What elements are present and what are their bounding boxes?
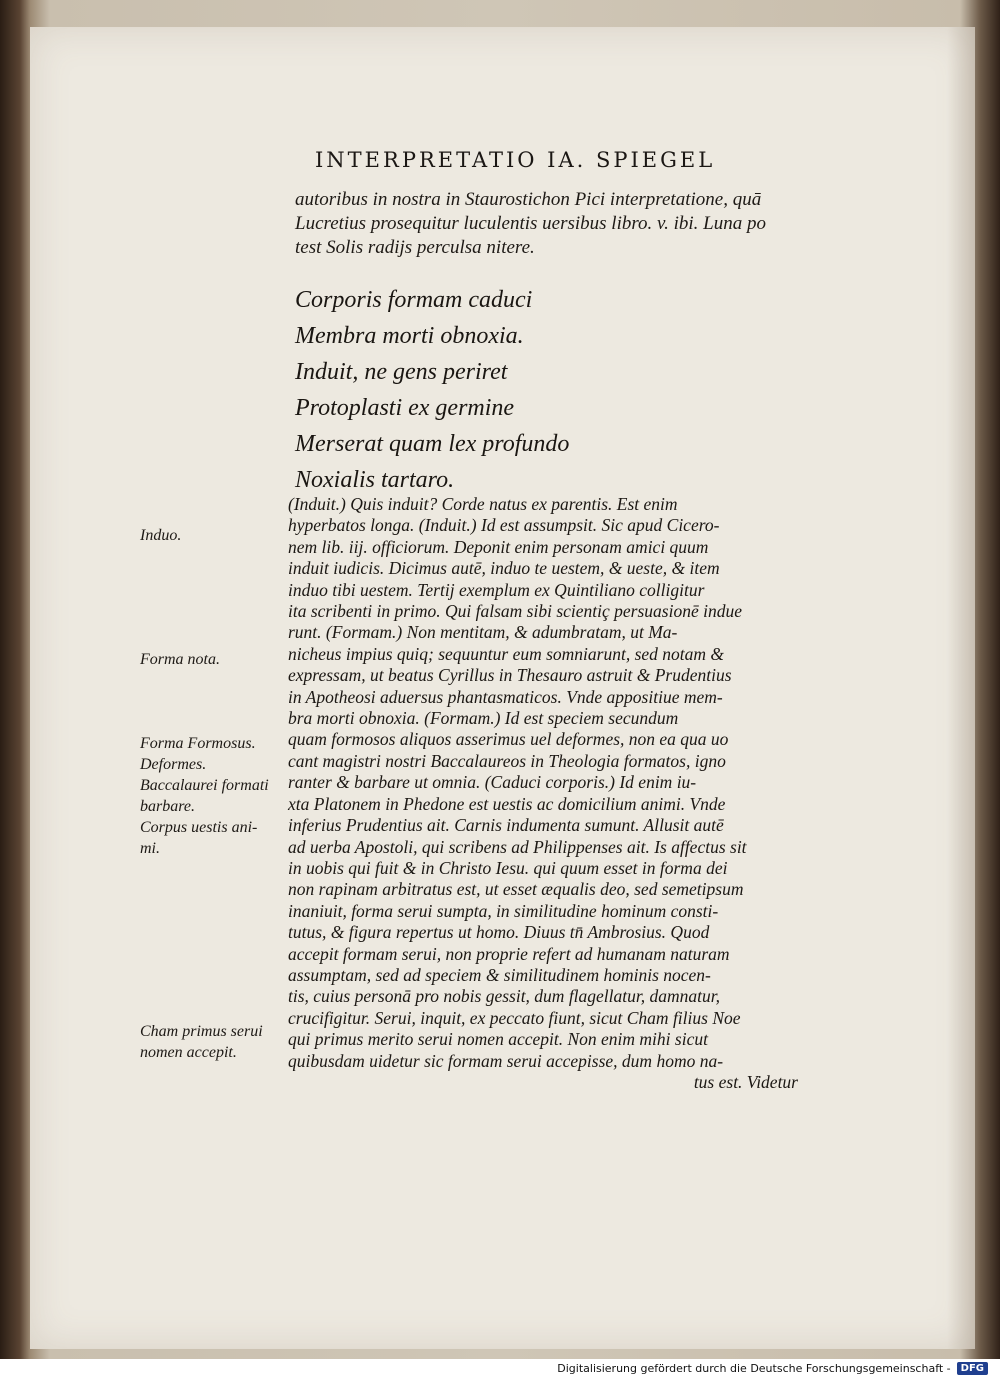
intro-paragraph	[295, 188, 795, 260]
running-head: INTERPRETATIO IA. SPIEGEL	[315, 148, 716, 172]
funding-text: Digitalisierung gefördert durch die Deutsche Forschungsgemeinschaft -	[557, 1362, 951, 1375]
commentary-line: expressam, ut beatus Cyrillus in Thesauro astruit & Prudentius	[288, 665, 732, 686]
commentary-line: induo tibi uestem. Tertij exemplum ex Quintiliano colligitur	[288, 579, 705, 600]
verse-line: Membra morti obnoxia.	[295, 323, 524, 349]
margin-note: Forma nota.	[140, 651, 220, 668]
commentary-line: runt. (Formam.) Non mentitam, & adumbratam, ut Ma-	[288, 622, 678, 643]
dfg-logo: DFG	[957, 1362, 988, 1375]
commentary-line: quam formosos aliquos asserimus uel deformes, non ea qua uo	[288, 729, 729, 750]
commentary-line: cant magistri nostri Baccalaureos in Theologia formatos, igno	[288, 750, 726, 771]
commentary-line: xta Platonem in Phedone est uestis ac domicilium animi. Vnde	[288, 793, 726, 814]
margin-note: Deformes.	[140, 756, 207, 773]
intro-line: test Solis radijs perculsa nitere.	[295, 237, 535, 258]
margin-note: Induo.	[140, 527, 182, 544]
commentary-line: nicheus impius quiq; sequuntur eum somniarunt, sed notam &	[288, 643, 725, 664]
intro-line: autoribus in nostra in Staurostichon Pici interpretatione, quā	[295, 189, 762, 210]
commentary-line: qui primus merito serui nomen accepit. Non enim mihi sicut	[288, 1029, 708, 1050]
commentary-line: induit iudicis. Dicimus autē, induo te uestem, & ueste, & item	[288, 558, 720, 579]
commentary-line: bra morti obnoxia. (Formam.) Id est speciem secundum	[288, 708, 679, 729]
commentary-line: crucifigitur. Serui, inquit, ex peccato fiunt, sicut Cham filius Noe	[288, 1007, 741, 1028]
commentary-text	[288, 494, 808, 1093]
commentary-line: tutus, & figura repertus ut homo. Diuus tn̄ Ambrosius. Quod	[288, 922, 710, 943]
commentary-catchword-line: tus est. Videtur	[693, 1071, 798, 1092]
verse-line: Protoplasti ex germine	[295, 395, 515, 421]
margin-note: Corpus uestis ani-	[140, 819, 258, 836]
commentary-line: inferius Prudentius ait. Carnis indumenta sumunt. Allusit autē	[288, 815, 724, 836]
commentary-line: non rapinam arbitratus est, ut esset æqualis deo, sed semetipsum	[288, 879, 744, 900]
margin-note: Forma Formosus.	[140, 735, 256, 752]
commentary-line: assumptam, sed ad speciem & similitudinem hominis nocen-	[288, 964, 711, 985]
commentary-line: (Induit.) Quis induit? Corde natus ex parentis. Est enim	[288, 494, 678, 514]
commentary-line: tis, cuius personā pro nobis gessit, dum flagellatur, damnatur,	[288, 986, 721, 1007]
verse-line: Merserat quam lex profundo	[295, 431, 570, 457]
commentary-line: accepit formam serui, non proprie refert ad humanam naturam	[288, 943, 730, 964]
margin-note: barbare.	[140, 798, 195, 815]
verse-line: Noxialis tartaro.	[295, 467, 455, 493]
commentary-line: quibusdam uidetur sic formam serui accepisse, dum homo na-	[288, 1050, 724, 1071]
commentary-line: in uobis qui fuit & in Christo Iesu. qui quum esset in forma dei	[288, 857, 728, 878]
margin-note: mi.	[140, 840, 160, 857]
margin-note: Baccalaurei formati	[140, 777, 269, 794]
commentary-line: ranter & barbare ut omnia. (Caduci corporis.) Id enim iu-	[288, 772, 697, 793]
commentary-line: ad uerba Apostoli, qui scribens ad Philippenses ait. Is affectus sit	[288, 836, 747, 857]
commentary-line: nem lib. iij. officiorum. Deponit enim personam amici quum	[288, 536, 709, 557]
verse-line: Corporis formam caduci	[295, 287, 533, 313]
funding-footer	[557, 1362, 988, 1375]
margin-note: Cham primus serui	[140, 1023, 263, 1040]
page-edge-shadow	[947, 27, 975, 1349]
commentary-line: inaniuit, forma serui sumpta, in similitudine hominum consti-	[288, 900, 719, 921]
margin-note: nomen accepit.	[140, 1044, 237, 1061]
commentary-line: hyperbatos longa. (Induit.) Id est assumpsit. Sic apud Cicero-	[288, 515, 720, 536]
hymn-verses	[295, 282, 715, 498]
commentary-line: in Apotheosi aduersus phantasmaticos. Vnde appositiue mem-	[288, 686, 723, 707]
verse-line: Induit, ne gens periret	[295, 359, 508, 385]
commentary-line: ita scribenti in primo. Qui falsam sibi scientiç persuasionē indue	[288, 601, 743, 622]
intro-line: Lucretius prosequitur luculentis uersibus libro. v. ibi. Luna po	[295, 213, 766, 234]
